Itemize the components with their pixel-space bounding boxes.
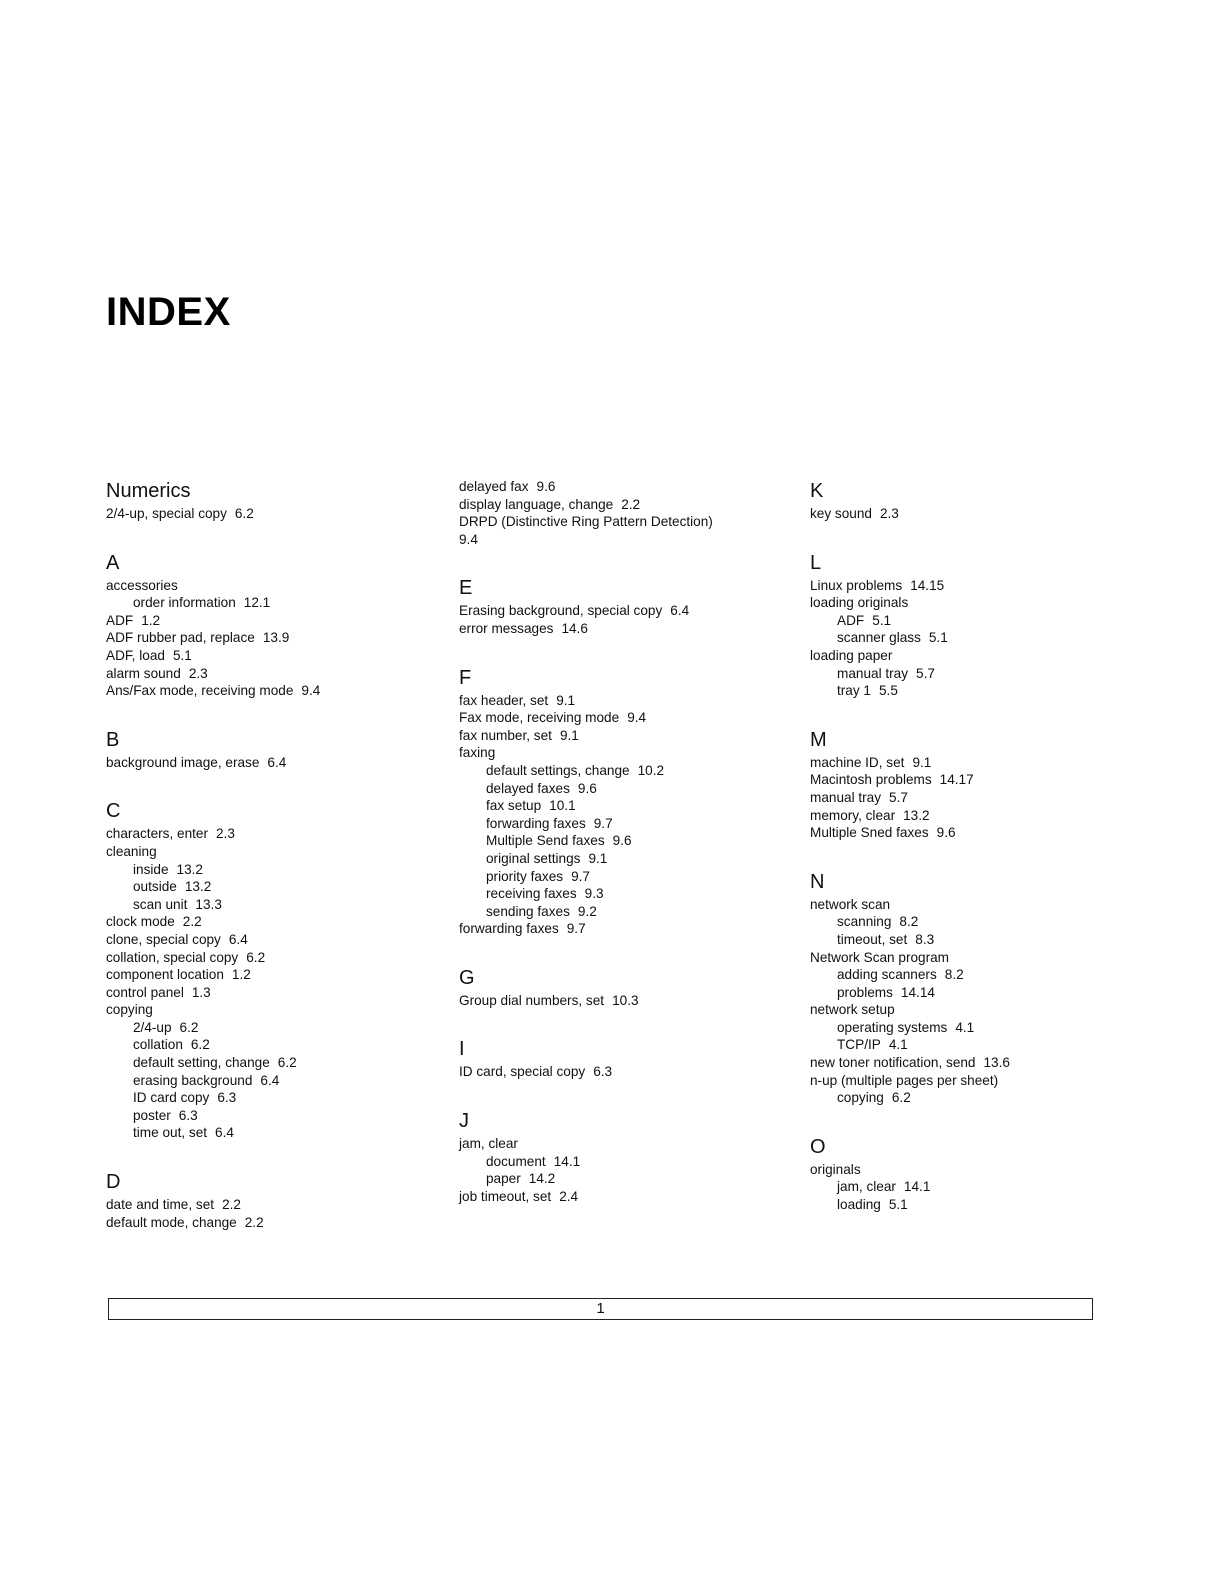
index-entry bbox=[459, 478, 759, 496]
entry-term: default settings, change bbox=[486, 762, 630, 778]
index-subentry bbox=[106, 896, 436, 914]
entry-term: ID card copy bbox=[133, 1090, 210, 1106]
entry-page-ref: 5.1 bbox=[872, 612, 892, 628]
entry-term: n-up (multiple pages per sheet) bbox=[810, 1072, 999, 1088]
entry-page-ref: 9.7 bbox=[593, 815, 613, 831]
entry-page-ref: 8.2 bbox=[899, 914, 919, 930]
entry-term: tray 1 bbox=[837, 683, 871, 699]
index-entry bbox=[459, 727, 759, 745]
entry-page-ref: 4.1 bbox=[955, 1019, 975, 1035]
index-subentry bbox=[810, 931, 1140, 949]
entry-term: ADF bbox=[837, 612, 865, 628]
entry-term: operating systems bbox=[837, 1019, 948, 1035]
entry-term: Multiple Send faxes bbox=[486, 833, 605, 849]
index-entry bbox=[810, 896, 1140, 914]
section-heading: I bbox=[459, 1038, 465, 1061]
index-subentry bbox=[459, 797, 759, 815]
entry-term: forwarding faxes bbox=[486, 815, 586, 831]
entry-term: timeout, set bbox=[837, 931, 908, 947]
index-subentry bbox=[106, 861, 436, 879]
entry-page-ref: 10.1 bbox=[549, 798, 576, 814]
index-entry bbox=[106, 966, 436, 984]
entry-term: error messages bbox=[459, 620, 554, 636]
entry-page-ref: 9.6 bbox=[536, 479, 556, 494]
index-subentry bbox=[106, 1089, 436, 1107]
entry-page-ref: 9.1 bbox=[912, 754, 932, 770]
index-column-2 bbox=[459, 478, 759, 1232]
entry-term: ID card, special copy bbox=[459, 1064, 586, 1080]
index-entry bbox=[106, 754, 436, 772]
entry-page-ref: 6.2 bbox=[891, 1090, 911, 1106]
entry-term: original settings bbox=[486, 850, 581, 866]
index-entry bbox=[106, 1214, 436, 1232]
entry-term: scanner glass bbox=[837, 630, 921, 646]
entry-term: Linux problems bbox=[810, 577, 903, 593]
entry-page-ref: 13.2 bbox=[176, 861, 203, 877]
entry-page-ref: 13.9 bbox=[262, 630, 290, 646]
entry-page-ref: 6.4 bbox=[260, 1072, 280, 1088]
index-section bbox=[459, 575, 759, 637]
entry-page-ref: 9.6 bbox=[577, 780, 597, 796]
page-footer bbox=[108, 1298, 1093, 1320]
entry-term: fax number, set bbox=[459, 727, 552, 743]
index-subentry bbox=[810, 984, 1140, 1002]
index-subentry bbox=[459, 850, 759, 868]
entry-term: clone, special copy bbox=[106, 931, 221, 947]
entry-page-ref: 6.4 bbox=[228, 931, 248, 947]
index-entry bbox=[459, 620, 759, 638]
index-section bbox=[106, 727, 436, 772]
index-entry bbox=[106, 1196, 436, 1214]
index-subentry bbox=[810, 682, 1140, 700]
index-entry bbox=[459, 920, 759, 938]
section-heading: M bbox=[810, 728, 827, 751]
index-entry bbox=[810, 824, 1140, 842]
entry-page-ref: 6.2 bbox=[234, 506, 254, 521]
index-subentry bbox=[459, 885, 759, 903]
index-entry bbox=[459, 992, 759, 1010]
entry-page-ref: 9.7 bbox=[571, 868, 590, 884]
index-entry bbox=[810, 577, 1140, 595]
index-entry bbox=[459, 496, 759, 514]
entry-term: manual tray bbox=[810, 789, 882, 805]
entry-term: key sound bbox=[810, 506, 872, 521]
index-subentry bbox=[106, 1036, 436, 1054]
index-entry bbox=[106, 949, 436, 967]
index-entry bbox=[810, 807, 1140, 825]
entry-term: accessories bbox=[106, 577, 178, 593]
entry-term: new toner notification, send bbox=[810, 1055, 976, 1071]
entry-term: default mode, change bbox=[106, 1214, 237, 1230]
entry-term: scanning bbox=[837, 914, 892, 930]
index-subentry bbox=[810, 1019, 1140, 1037]
index-entry bbox=[459, 513, 759, 548]
entry-page-ref: 10.3 bbox=[612, 992, 639, 1008]
entry-term: priority faxes bbox=[486, 868, 564, 884]
entry-page-ref: 5.7 bbox=[916, 665, 935, 681]
index-entry bbox=[106, 647, 436, 665]
index-entry bbox=[459, 744, 759, 762]
entry-page-ref: 9.7 bbox=[566, 921, 586, 937]
entry-page-ref: 6.3 bbox=[217, 1090, 237, 1106]
entry-term: Group dial numbers, set bbox=[459, 992, 605, 1008]
index-subentry bbox=[810, 1089, 1140, 1107]
section-heading: J bbox=[459, 1110, 469, 1133]
entry-term: delayed faxes bbox=[486, 780, 570, 796]
entry-term: jam, clear bbox=[459, 1136, 518, 1152]
entry-term: Macintosh problems bbox=[810, 772, 932, 788]
index-subentry bbox=[810, 1196, 1140, 1214]
entry-page-ref: 6.2 bbox=[277, 1055, 297, 1071]
entry-term: job timeout, set bbox=[459, 1188, 552, 1204]
index-subentry bbox=[459, 868, 759, 886]
entry-term: poster bbox=[133, 1107, 171, 1123]
entry-page-ref: 13.2 bbox=[903, 807, 930, 823]
index-entry bbox=[810, 789, 1140, 807]
entry-term: component location bbox=[106, 967, 224, 983]
index-subentry bbox=[810, 966, 1140, 984]
entry-page-ref: 13.3 bbox=[195, 896, 222, 912]
index-entry bbox=[106, 825, 436, 843]
index-entry bbox=[810, 771, 1140, 789]
index-subentry bbox=[459, 815, 759, 833]
index-subentry bbox=[106, 878, 436, 896]
entry-page-ref: 9.1 bbox=[559, 727, 579, 743]
entry-term: copying bbox=[106, 1002, 153, 1018]
index-subentry bbox=[459, 1153, 759, 1171]
entry-page-ref: 12.1 bbox=[243, 595, 271, 611]
section-heading: B bbox=[106, 728, 120, 751]
entry-term: receiving faxes bbox=[486, 886, 577, 902]
entry-page-ref: 2.2 bbox=[222, 1197, 241, 1213]
index-section bbox=[459, 478, 759, 548]
entry-term: machine ID, set bbox=[810, 754, 905, 770]
index-entry bbox=[106, 665, 436, 683]
entry-page-ref: 4.1 bbox=[888, 1037, 908, 1053]
entry-page-ref: 2.2 bbox=[244, 1214, 264, 1230]
index-section bbox=[459, 665, 759, 938]
entry-page-ref: 14.6 bbox=[561, 620, 588, 636]
index-entry bbox=[106, 682, 436, 700]
entry-page-ref: 10.2 bbox=[637, 762, 665, 778]
entry-term: Network Scan program bbox=[810, 949, 950, 965]
entry-page-ref: 2.3 bbox=[216, 826, 235, 842]
entry-page-ref: 2.3 bbox=[188, 665, 208, 681]
entry-term: DRPD (Distinctive Ring Pattern Detection) bbox=[459, 514, 713, 530]
index-entry bbox=[810, 505, 1140, 523]
section-heading: G bbox=[459, 966, 475, 989]
index-entry bbox=[106, 913, 436, 931]
entry-term: default setting, change bbox=[133, 1055, 270, 1071]
index-subentry bbox=[459, 832, 759, 850]
entry-term: ADF bbox=[106, 612, 134, 628]
index-entry bbox=[106, 1001, 436, 1019]
entry-term: network setup bbox=[810, 1002, 895, 1018]
section-heading: Numerics bbox=[106, 480, 191, 502]
index-section bbox=[106, 798, 436, 1142]
entry-page-ref: 9.6 bbox=[936, 825, 956, 841]
entry-term: alarm sound bbox=[106, 665, 181, 681]
entry-term: TCP/IP bbox=[837, 1037, 881, 1053]
entry-page-ref: 5.5 bbox=[879, 683, 898, 699]
entry-term: inside bbox=[133, 861, 169, 877]
entry-page-ref: 5.7 bbox=[889, 789, 908, 805]
index-section bbox=[106, 478, 436, 523]
entry-page-ref: 6.4 bbox=[267, 754, 287, 770]
entry-term: outside bbox=[133, 879, 177, 895]
entry-page-ref: 2.3 bbox=[879, 506, 899, 521]
entry-term: control panel bbox=[106, 984, 184, 1000]
index-subentry bbox=[106, 594, 436, 612]
entry-page-ref: 6.2 bbox=[190, 1037, 210, 1053]
section-heading: K bbox=[810, 480, 824, 502]
entry-term: order information bbox=[133, 595, 236, 611]
entry-page-ref: 9.4 bbox=[627, 710, 647, 726]
index-section bbox=[810, 478, 1140, 523]
entry-term: adding scanners bbox=[837, 967, 937, 983]
entry-page-ref: 9.1 bbox=[556, 692, 576, 708]
index-entry bbox=[459, 1188, 759, 1206]
entry-page-ref: 14.2 bbox=[528, 1171, 556, 1187]
entry-term: date and time, set bbox=[106, 1197, 215, 1213]
index-entry bbox=[459, 692, 759, 710]
index-entry bbox=[810, 1054, 1140, 1072]
entry-page-ref: 6.4 bbox=[670, 603, 690, 619]
entry-page-ref: 8.3 bbox=[915, 931, 935, 947]
entry-page-ref: 5.1 bbox=[928, 630, 948, 646]
entry-page-ref: 14.15 bbox=[910, 577, 945, 593]
entry-term: sending faxes bbox=[486, 903, 570, 919]
index-entry bbox=[459, 602, 759, 620]
entry-term: manual tray bbox=[837, 665, 909, 681]
index-subentry bbox=[106, 1124, 436, 1142]
section-heading: E bbox=[459, 577, 473, 600]
entry-term: characters, enter bbox=[106, 826, 208, 842]
index-entry bbox=[810, 754, 1140, 772]
entry-term: copying bbox=[837, 1090, 884, 1106]
index-subentry bbox=[810, 629, 1140, 647]
index-section bbox=[106, 550, 436, 700]
index-entry bbox=[810, 1072, 1140, 1090]
entry-page-ref: 5.1 bbox=[888, 1197, 908, 1213]
index-entry bbox=[810, 1161, 1140, 1179]
page-number: 1 bbox=[596, 1300, 605, 1317]
index-entry bbox=[810, 647, 1140, 665]
entry-term: originals bbox=[810, 1161, 861, 1177]
entry-term: Fax mode, receiving mode bbox=[459, 710, 620, 726]
entry-term: scan unit bbox=[133, 896, 188, 912]
entry-page-ref: 13.6 bbox=[983, 1055, 1010, 1071]
entry-term: background image, erase bbox=[106, 754, 260, 770]
index-section bbox=[459, 965, 759, 1010]
entry-page-ref: 6.3 bbox=[593, 1064, 613, 1080]
entry-term: erasing background bbox=[133, 1072, 253, 1088]
entry-term: document bbox=[486, 1153, 546, 1169]
entry-page-ref: 14.1 bbox=[903, 1179, 931, 1195]
entry-page-ref: 1.2 bbox=[141, 612, 161, 628]
index-entry bbox=[810, 594, 1140, 612]
index-entry bbox=[459, 709, 759, 727]
entry-page-ref: 14.17 bbox=[939, 772, 974, 788]
entry-term: forwarding faxes bbox=[459, 921, 559, 937]
entry-term: ADF rubber pad, replace bbox=[106, 630, 255, 646]
entry-term: faxing bbox=[459, 745, 496, 761]
index-entry bbox=[106, 629, 436, 647]
index-entry bbox=[459, 1135, 759, 1153]
entry-page-ref: 2.2 bbox=[621, 496, 641, 512]
entry-term: cleaning bbox=[106, 843, 157, 859]
entry-term: 2/4-up bbox=[133, 1019, 172, 1035]
page-title: INDEX bbox=[106, 290, 231, 334]
entry-term: network scan bbox=[810, 896, 891, 912]
index-entry bbox=[106, 984, 436, 1002]
section-heading: F bbox=[459, 666, 472, 689]
index-subentry bbox=[810, 913, 1140, 931]
section-heading: N bbox=[810, 870, 825, 893]
index-section bbox=[459, 1108, 759, 1205]
index-subentry bbox=[106, 1072, 436, 1090]
entry-page-ref: 6.2 bbox=[246, 949, 266, 965]
index-subentry bbox=[106, 1054, 436, 1072]
entry-term: delayed fax bbox=[459, 479, 529, 494]
entry-term: fax header, set bbox=[459, 692, 549, 708]
index-section bbox=[810, 1134, 1140, 1214]
entry-term: collation bbox=[133, 1037, 183, 1053]
entry-term: collation, special copy bbox=[106, 949, 239, 965]
index-subentry bbox=[459, 780, 759, 798]
entry-term: fax setup bbox=[486, 798, 542, 814]
entry-term: Erasing background, special copy bbox=[459, 603, 663, 619]
index-section bbox=[106, 1169, 436, 1231]
entry-term: paper bbox=[486, 1171, 521, 1187]
index-entry bbox=[810, 1001, 1140, 1019]
entry-term: loading paper bbox=[810, 647, 893, 663]
entry-page-ref: 6.2 bbox=[179, 1019, 199, 1035]
entry-term: display language, change bbox=[459, 496, 614, 512]
index-subentry bbox=[106, 1107, 436, 1125]
section-heading: L bbox=[810, 551, 822, 574]
index-column-3 bbox=[810, 478, 1140, 1241]
entry-term: loading originals bbox=[810, 595, 909, 611]
index-subentry bbox=[810, 1178, 1140, 1196]
index-entry bbox=[106, 612, 436, 630]
entry-page-ref: 9.1 bbox=[588, 850, 608, 866]
index-subentry bbox=[810, 1036, 1140, 1054]
entry-page-ref: 13.2 bbox=[184, 879, 212, 895]
index-section bbox=[459, 1036, 759, 1081]
section-heading: O bbox=[810, 1135, 826, 1158]
index-section bbox=[810, 869, 1140, 1107]
index-subentry bbox=[459, 1170, 759, 1188]
section-heading: A bbox=[106, 551, 120, 574]
entry-page-ref: 9.2 bbox=[577, 903, 597, 919]
entry-term: time out, set bbox=[133, 1125, 208, 1141]
section-heading: D bbox=[106, 1171, 121, 1194]
entry-page-ref: 6.3 bbox=[178, 1107, 198, 1123]
section-heading: C bbox=[106, 800, 121, 823]
index-entry bbox=[810, 949, 1140, 967]
index-subentry bbox=[459, 762, 759, 780]
entry-page-ref: 2.2 bbox=[182, 914, 202, 930]
index-entry bbox=[459, 1063, 759, 1081]
index-column-1 bbox=[106, 478, 436, 1258]
entry-term: loading bbox=[837, 1197, 881, 1213]
index-subentry bbox=[106, 1019, 436, 1037]
index-subentry bbox=[459, 903, 759, 921]
entry-term: problems bbox=[837, 984, 893, 1000]
entry-term: clock mode bbox=[106, 914, 175, 930]
entry-page-ref: 9.4 bbox=[301, 683, 321, 699]
entry-page-ref: 14.14 bbox=[900, 984, 935, 1000]
entry-page-ref: 1.3 bbox=[191, 984, 211, 1000]
entry-term: Ans/Fax mode, receiving mode bbox=[106, 683, 294, 699]
index-section bbox=[810, 727, 1140, 842]
index-entry bbox=[106, 843, 436, 861]
entry-term: Multiple Sned faxes bbox=[810, 825, 929, 841]
entry-page-ref: 14.1 bbox=[553, 1153, 581, 1169]
entry-page-ref: 5.1 bbox=[172, 647, 192, 663]
entry-term: jam, clear bbox=[837, 1179, 896, 1195]
entry-term: ADF, load bbox=[106, 647, 165, 663]
entry-page-ref: 9.6 bbox=[612, 833, 632, 849]
index-entry bbox=[106, 577, 436, 595]
entry-term: memory, clear bbox=[810, 807, 896, 823]
index-entry bbox=[106, 931, 436, 949]
entry-page-ref: 9.3 bbox=[584, 886, 604, 902]
index-section bbox=[810, 550, 1140, 700]
entry-page-ref: 6.4 bbox=[215, 1125, 234, 1141]
index-subentry bbox=[810, 612, 1140, 630]
entry-page-ref: 8.2 bbox=[944, 967, 964, 983]
entry-page-ref: 9.4 bbox=[459, 531, 478, 547]
index-entry bbox=[106, 505, 436, 523]
index-subentry bbox=[810, 665, 1140, 683]
entry-page-ref: 1.2 bbox=[231, 967, 251, 983]
entry-term: 2/4-up, special copy bbox=[106, 506, 227, 521]
entry-page-ref: 2.4 bbox=[559, 1188, 579, 1204]
